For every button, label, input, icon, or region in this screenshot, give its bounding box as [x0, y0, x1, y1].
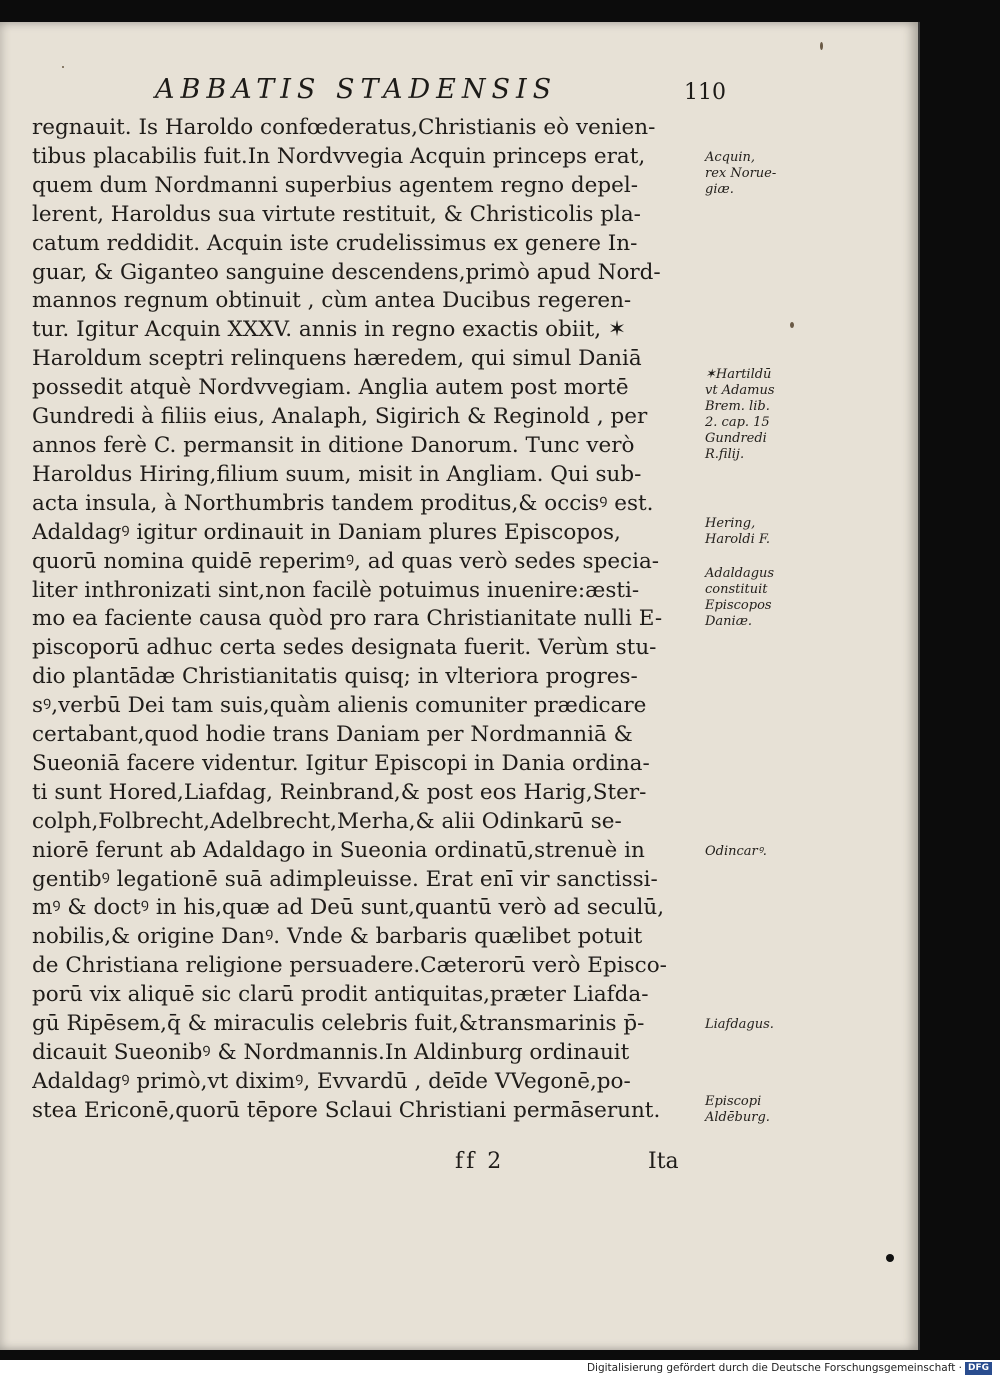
text-line: acta insula, à Northumbris tandem proditus,& occisꝰ est.: [32, 490, 654, 516]
credit-text: Digitalisierung gefördert durch die Deutsche Forschungsgemeinschaft ·: [586, 1362, 962, 1374]
text-line: Gundredi à filiis eius, Analaph, Sigirich & Reginold , per: [32, 404, 648, 430]
book-page: [0, 22, 920, 1350]
body-text: [32, 114, 720, 1126]
text-line: sꝰ,verbū Dei tam suis,quàm alienis comuniter prædicare: [32, 693, 647, 719]
marginal-line: Episcopos: [705, 598, 772, 613]
text-line: lerent, Haroldus sua virtute restituit, & Christicolis pla-: [32, 201, 641, 227]
text-line: guar, & Giganteo sanguine descendens,primò apud Nord-: [32, 259, 661, 285]
marginal-line: R.filij.: [705, 447, 745, 462]
text-line: niorē ferunt ab Adaldago in Sueonia ordinatū,strenuè in: [32, 837, 645, 863]
text-line: nobilis,& origine Danꝰ. Vnde & barbaris quælibet potuit: [32, 924, 643, 950]
text-line: stea Ericonē,quorū tēpore Sclaui Christiani permāserunt.: [32, 1097, 661, 1123]
marginal-line: Liafdagus.: [705, 1017, 774, 1032]
text-line: mannos regnum obtinuit , cùm antea Ducibus regeren-: [32, 288, 632, 314]
text-line: dicauit Sueonibꝰ & Nordmannis.In Aldinburg ordinauit: [32, 1040, 630, 1065]
text-line: Haroldus Hiring,filium suum, misit in Angliam. Qui sub-: [32, 461, 642, 487]
text-line: Sueoniā facere videntur. Igitur Episcopi in Dania ordina-: [32, 750, 650, 776]
text-line: ti sunt Hored,Liafdag, Reinbrand,& post eos Harig,Ster-: [32, 779, 647, 805]
marginal-line: Odincarꝰ.: [705, 844, 767, 859]
dfg-logo: DFG: [965, 1362, 992, 1375]
marginal-note-liafdagus: [705, 1017, 910, 1033]
marginal-line: Episcopi: [705, 1094, 762, 1109]
marginal-line: Gundredi: [705, 431, 767, 446]
text-line: annos ferè C. permansit in ditione Danorum. Tunc verò: [32, 432, 635, 458]
text-line: quorū nomina quidē reperimꝰ, ad quas verò sedes specia-: [32, 548, 660, 574]
marginal-line: rex Norue-: [705, 166, 777, 181]
marginal-line: constituit: [705, 582, 768, 597]
text-line: colph,Folbrecht,Adelbrecht,Merha,& alii Odinkarū se-: [32, 808, 622, 834]
text-line: Adaldagꝰ igitur ordinauit in Daniam plures Episcopos,: [32, 519, 621, 545]
marginal-line: Adaldagus: [705, 566, 775, 581]
marginal-note-odincarus: [705, 844, 910, 860]
marginal-note-hartildum: [705, 367, 910, 463]
text-line: piscoporū adhuc certa sedes designata fuerit. Verùm stu-: [32, 635, 657, 661]
paper-speck: [790, 322, 794, 328]
catchword: Ita: [648, 1149, 679, 1174]
paper-speck: [62, 66, 64, 68]
marginal-note-acquin: [705, 150, 910, 198]
text-line: Haroldum sceptri relinquens hæredem, qui simul Daniā: [32, 346, 642, 372]
text-line: quem dum Nordmanni superbius agentem regno depel-: [32, 172, 639, 198]
marginal-note-episcopi: [705, 1094, 910, 1126]
text-line: tibus placabilis fuit.In Nordvvegia Acquin princeps erat,: [32, 143, 646, 169]
text-line: possedit atquè Nordvvegiam. Anglia autem post mortē: [32, 375, 629, 401]
ink-dot: [886, 1254, 894, 1262]
marginal-line: Brem. lib.: [705, 399, 770, 414]
text-line: liter inthronizati sint,non facilè potuimus inuenire:æsti-: [32, 577, 640, 603]
text-line: Adaldagꝰ primò,vt diximꝰ, Evvardū , deīde VVegonē,po-: [32, 1068, 631, 1094]
text-line: porū vix aliquē sic clarū prodit antiquitas,præter Liafda-: [32, 982, 649, 1008]
marginal-line: Haroldi F.: [705, 532, 771, 547]
marginal-line: vt Adamus: [705, 383, 775, 398]
page-number: 110: [684, 80, 726, 105]
marginal-line: Acquin,: [705, 150, 756, 165]
credit-bar: [0, 1360, 1000, 1378]
paper-speck: [820, 42, 823, 50]
marginal-line: giæ.: [705, 182, 734, 197]
marginal-line: Hering,: [705, 516, 756, 531]
marginal-line: ✶Hartildū: [705, 367, 772, 382]
marginal-note-hering: [705, 516, 910, 548]
marginal-line: 2. cap. 15: [705, 415, 770, 430]
text-line: tur. Igitur Acquin XXXV. annis in regno exactis obiit, ✶: [32, 317, 626, 343]
running-title: ABBATIS STADENSIS: [155, 74, 558, 105]
text-line: dio plantādæ Christianitatis quisq; in vlteriora progres-: [32, 664, 638, 690]
marginal-line: Aldēburg.: [705, 1110, 770, 1125]
text-line: mo ea faciente causa quòd pro rara Christianitate nulli E-: [32, 606, 663, 632]
text-line: de Christiana religione persuadere.Cæterorū verò Episco-: [32, 953, 667, 979]
text-line: catum reddidit. Acquin iste crudelissimus ex genere In-: [32, 230, 638, 256]
marginal-note-adaldagus: [705, 566, 910, 630]
text-line: mꝰ & doctꝰ in his,quæ ad Deū sunt,quantū verò ad seculū,: [32, 895, 665, 921]
text-line: gū Ripēsem,q̄ & miraculis celebris fuit,&transmarinis p̄-: [32, 1011, 645, 1037]
text-line: gentibꝰ legationē suā adimpleuisse. Erat enī vir sanctissi-: [32, 866, 658, 892]
signature-mark: ff 2: [455, 1149, 505, 1174]
marginal-line: Daniæ.: [705, 614, 753, 629]
text-line: regnauit. Is Haroldo confœderatus,Christianis eò venien-: [32, 115, 656, 140]
text-line: certabant,quod hodie trans Daniam per Nordmanniā &: [32, 722, 633, 748]
